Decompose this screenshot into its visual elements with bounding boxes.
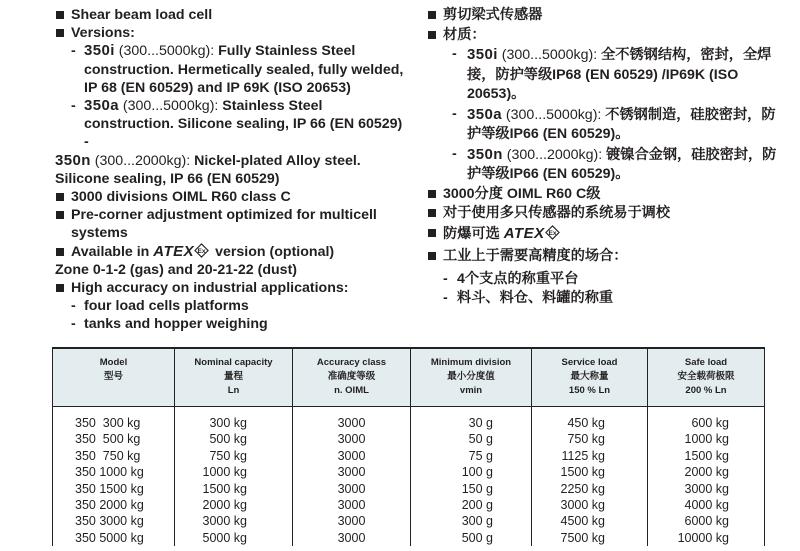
version-range: (300...5000kg): <box>114 43 215 60</box>
application-item: - four load cells platforms <box>71 298 249 315</box>
cell-safe-load: 600 kg <box>648 407 765 432</box>
bullet-icon <box>428 252 436 260</box>
version-name: 350a <box>467 105 502 123</box>
svg-text:Ex: Ex <box>548 229 557 237</box>
version-text: Nickel-plated Alloy steel. Silicone sealing, IP 66 (EN 60529) <box>55 152 361 187</box>
version-text: Fully Stainless Steel construction. Hermetically sealed, fully welded, IP 68 (EN 60529) and IP 69K (ISO 20653) <box>84 43 404 96</box>
feature-shear-beam-cn <box>427 6 787 26</box>
feature-versions <box>55 24 405 188</box>
version-range: (300...5000kg): <box>118 98 219 115</box>
feature-shear-beam <box>55 6 405 24</box>
table-row <box>53 513 765 529</box>
cell-model: 350 300 kg <box>53 407 175 432</box>
feature-text: Versions: <box>71 25 135 42</box>
version-text: 不锈钢制造，硅胶密封，防护等级IP66 (EN 60529)。 <box>467 106 776 142</box>
header-service-load: Service load 最大称量 150 % Ln <box>532 348 648 407</box>
cell-accuracy-class: 3000 <box>293 497 411 513</box>
bullet-icon <box>428 209 436 217</box>
cell-service-load: 2250 kg <box>532 481 648 497</box>
version-350n <box>55 152 405 188</box>
cell-nominal-capacity: 1000 kg <box>175 464 293 480</box>
version-range: (300...2000kg): <box>90 152 191 169</box>
feature-multicell-cn <box>427 204 787 224</box>
cell-nominal-capacity: 5000 kg <box>175 530 293 546</box>
table-row <box>53 464 765 480</box>
cell-nominal-capacity: 750 kg <box>175 448 293 464</box>
version-350n-cn: - 350n (300...2000kg): 镀镍合金钢，硅胶密封，防护等级IP66 (EN 60529)。 <box>452 145 777 182</box>
cell-accuracy-class: 3000 <box>293 481 411 497</box>
bullet-icon <box>56 211 64 219</box>
cell-model: 350 500 kg <box>53 431 175 447</box>
bullet-icon <box>56 193 64 201</box>
version-name: 350i <box>467 46 498 63</box>
cell-nominal-capacity: 1500 kg <box>175 481 293 497</box>
application-item: - 4个支点的称重平台 <box>443 270 579 287</box>
cell-accuracy-class: 3000 <box>293 448 411 464</box>
atex-label: ATEX <box>503 224 545 242</box>
version-range: (300...5000kg): <box>497 47 598 63</box>
version-350i-cn: - 350i (300...5000kg): 全不锈钢结构，密封，全焊接，防护等级IP68 (EN 60529) /IP69K (ISO 20653)。 <box>452 46 772 102</box>
cell-nominal-capacity: 3000 kg <box>175 513 293 529</box>
header-accuracy-class: Accuracy class 准确度等级 n. OIML <box>293 348 411 407</box>
cell-model: 350 750 kg <box>53 448 175 464</box>
cell-accuracy-class: 3000 <box>293 464 411 480</box>
feature-precorner <box>55 206 405 242</box>
feature-versions-cn <box>427 26 787 185</box>
feature-text: 工业上于需要高精度的场合： <box>443 248 628 264</box>
specifications-table <box>52 347 765 546</box>
feature-atex: Available in ATEX Ex version (optional) Zone 0-1-2 (gas) and 20-21-22 (dust) <box>55 243 405 279</box>
table-row <box>53 431 765 447</box>
atex-label: ATEX <box>153 242 195 260</box>
bullet-icon <box>56 11 64 19</box>
cell-safe-load: 1500 kg <box>648 448 765 464</box>
cell-service-load: 3000 kg <box>532 497 648 513</box>
ex-mark-icon <box>545 225 560 240</box>
feature-text: Shear beam load cell <box>71 7 213 23</box>
version-name: 350n <box>55 151 91 169</box>
bullet-icon <box>428 229 436 237</box>
cell-minimum-division: 50 g <box>411 431 532 447</box>
cell-minimum-division: 75 g <box>411 448 532 464</box>
ex-mark-icon <box>194 243 209 258</box>
cell-nominal-capacity: 2000 kg <box>175 497 293 513</box>
version-text: 全不锈钢结构，密封，全焊接，防护等级IP68 (EN 60529) /IP69K (ISO 20653)。 <box>467 47 772 102</box>
feature-accuracy-cn <box>427 247 787 309</box>
version-350i: - 350i (300...5000kg): Fully Stainless Steel construction. Hermetically sealed, fully welded, IP 68 (EN 60529) and IP 69K (ISO 20653) <box>71 42 404 96</box>
header-minimum-division: Minimum division 最小分度值 vmin <box>411 348 532 407</box>
bullet-icon <box>56 284 64 292</box>
table-row <box>53 497 765 513</box>
features-list-en <box>55 6 405 334</box>
cell-service-load: 750 kg <box>532 431 648 447</box>
feature-divisions-cn <box>427 185 787 205</box>
feature-divisions <box>55 188 405 206</box>
table-row <box>53 407 765 432</box>
atex-zones: Zone 0-1-2 (gas) and 20-21-22 (dust) <box>55 261 298 278</box>
feature-atex-cn: 防爆可选 ATEX Ex <box>427 224 787 245</box>
cell-service-load: 1500 kg <box>532 464 648 480</box>
cell-minimum-division: 500 g <box>411 530 532 546</box>
version-name: 350i <box>84 42 115 60</box>
header-safe-load: Safe load 安全载荷极限 200 % Ln <box>648 348 765 407</box>
cell-minimum-division: 100 g <box>411 464 532 480</box>
cell-service-load: 1125 kg <box>532 448 648 464</box>
application-item: - 料斗、料仓、料罐的称重 <box>443 290 614 306</box>
bullet-icon <box>56 29 64 37</box>
version-text: Stainless Steel construction. Silicone sealing, IP 66 (EN 60529) - <box>84 98 403 151</box>
cell-accuracy-class: 3000 <box>293 407 411 432</box>
cell-minimum-division: 200 g <box>411 497 532 513</box>
cell-service-load: 450 kg <box>532 407 648 432</box>
version-350a-cn: - 350a (300...5000kg): 不锈钢制造，硅胶密封，防护等级IP66 (EN 60529)。 <box>452 105 776 142</box>
table-row <box>53 448 765 464</box>
application-item: - tanks and hopper weighing <box>71 316 268 333</box>
feature-text: 剪切梁式传感器 <box>443 7 543 23</box>
feature-text: 3000 divisions OIML R60 class C <box>71 189 291 206</box>
cell-model: 350 1500 kg <box>53 481 175 497</box>
version-range: (300...5000kg): <box>501 106 602 123</box>
table-header-row <box>53 348 765 407</box>
cell-nominal-capacity: 500 kg <box>175 431 293 447</box>
bullet-icon <box>428 11 436 19</box>
svg-text:Ex: Ex <box>197 247 206 255</box>
cell-service-load: 7500 kg <box>532 530 648 546</box>
cell-accuracy-class: 3000 <box>293 530 411 546</box>
cell-model: 350 5000 kg <box>53 530 175 546</box>
cell-minimum-division: 300 g <box>411 513 532 529</box>
cell-model: 350 2000 kg <box>53 497 175 513</box>
bullet-icon <box>428 190 436 198</box>
bullet-icon <box>428 31 436 39</box>
cell-safe-load: 3000 kg <box>648 481 765 497</box>
cell-accuracy-class: 3000 <box>293 431 411 447</box>
cell-service-load: 4500 kg <box>532 513 648 529</box>
bullet-icon <box>56 248 64 256</box>
cell-safe-load: 4000 kg <box>648 497 765 513</box>
features-list-cn <box>427 6 787 309</box>
version-350a: - 350a (300...5000kg): Stainless Steel construction. Silicone sealing, IP 66 (EN 60529) - <box>71 97 403 151</box>
feature-text: 对于使用多只传感器的系统易于调校 <box>443 205 671 221</box>
table-row <box>53 481 765 497</box>
header-nominal-capacity: Nominal capacity 量程 Ln <box>175 348 293 407</box>
cell-safe-load: 1000 kg <box>648 431 765 447</box>
cell-model: 350 1000 kg <box>53 464 175 480</box>
cell-safe-load: 2000 kg <box>648 464 765 480</box>
cell-safe-load: 6000 kg <box>648 513 765 529</box>
cell-nominal-capacity: 300 kg <box>175 407 293 432</box>
feature-text: 3000分度 OIML R60 C级 <box>443 185 601 202</box>
cell-minimum-division: 150 g <box>411 481 532 497</box>
header-model: Model 型号 <box>53 348 175 407</box>
version-text: 镀镍合金钢，硅胶密封，防护等级IP66 (EN 60529)。 <box>467 146 777 182</box>
feature-accuracy <box>55 279 405 334</box>
feature-text: High accuracy on industrial applications: <box>71 280 349 297</box>
cell-safe-load: 10000 kg <box>648 530 765 546</box>
table-row <box>53 530 765 546</box>
version-name: 350n <box>467 145 503 163</box>
version-range: (300...2000kg): <box>502 146 603 163</box>
cell-accuracy-class: 3000 <box>293 513 411 529</box>
version-name: 350a <box>84 97 119 115</box>
feature-text: 材质： <box>443 26 486 43</box>
cell-minimum-division: 30 g <box>411 407 532 432</box>
feature-text: Pre-corner adjustment optimized for multicell systems <box>71 207 377 242</box>
cell-model: 350 3000 kg <box>53 513 175 529</box>
